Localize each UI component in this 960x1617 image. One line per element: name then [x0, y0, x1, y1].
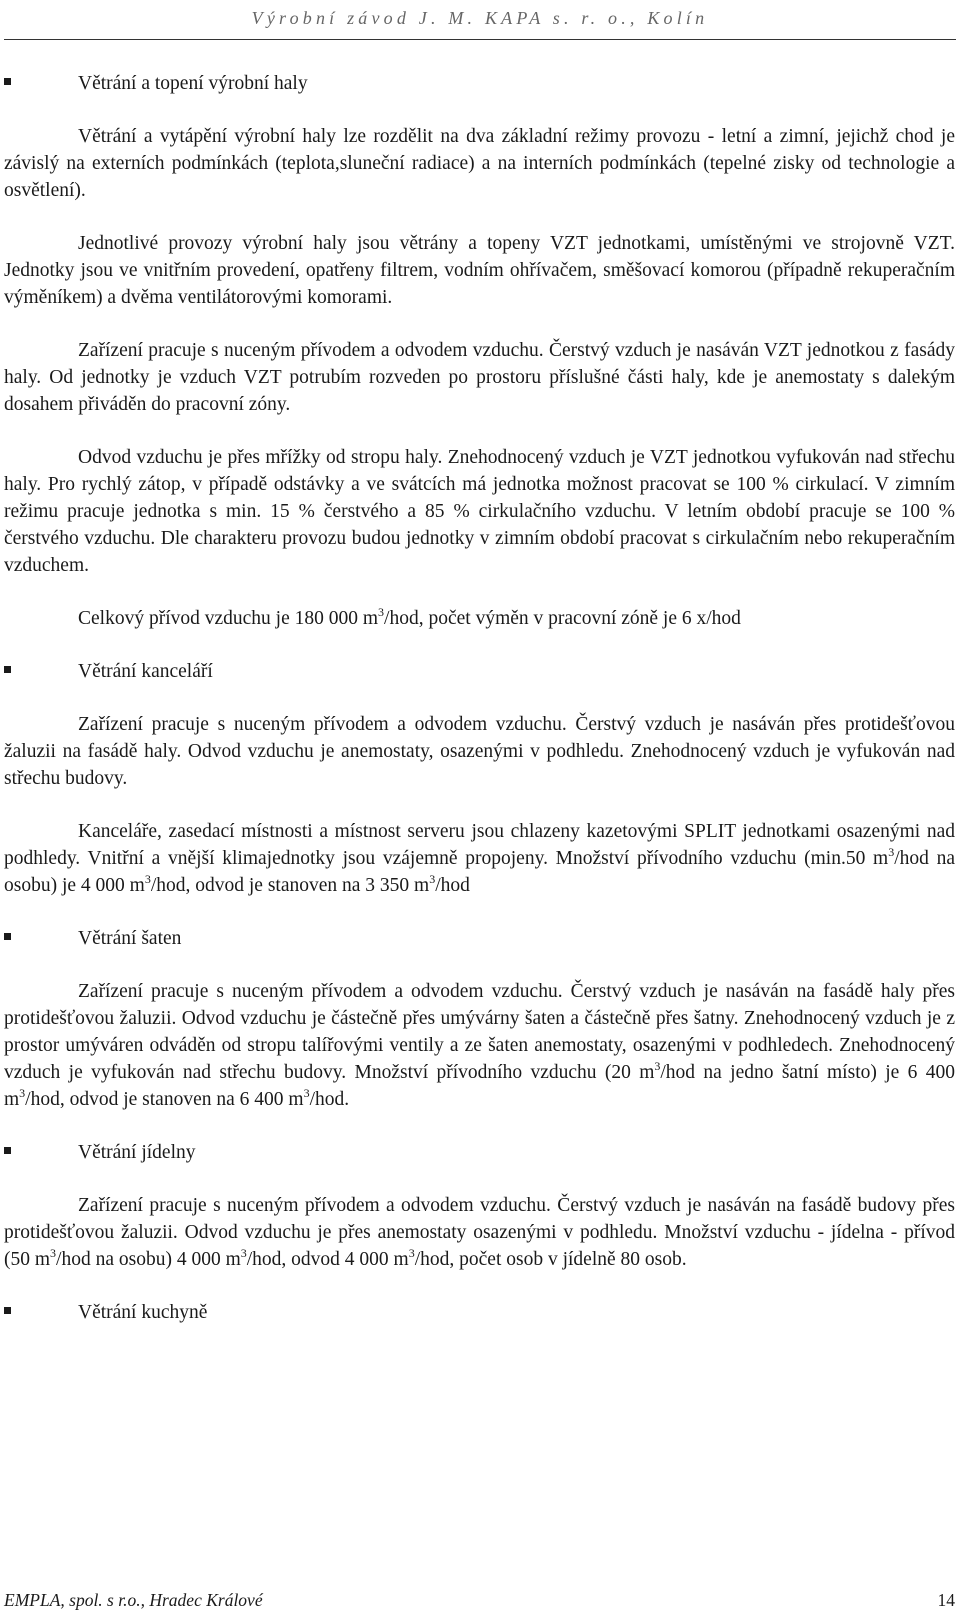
- square-bullet-icon: [4, 1307, 11, 1314]
- paragraph: Zařízení pracuje s nuceným přívodem a odvodem vzduchu. Čerstvý vzduch je nasáván VZT jednotkou z fasády haly. Od jednotky je vzduch VZT potrubím rozveden po prostoru příslušné části haly, kde je anemostaty s dalekým dosahem přiváděn do pracovní zóny.: [4, 340, 955, 415]
- paragraph: Zařízení pracuje s nuceným přívodem a odvodem vzduchu. Čerstvý vzduch je nasáván přes protidešťovou žaluzii na fasádě haly. Odvod vzduchu je anemostaty, osazenými v podhledu. Znehodnocený vzduch je vyfukován nad střechu budovy.: [4, 714, 955, 789]
- document-body: [4, 70, 955, 1326]
- square-bullet-icon: [4, 933, 11, 940]
- section-heading-jidelna: [4, 1139, 955, 1166]
- paragraph: Zařízení pracuje s nuceným přívodem a odvodem vzduchu. Čerstvý vzduch je nasáván na fasádě haly přes protidešťovou žaluzii. Odvod vzduchu je částečně přes umývárny šaten a částečně přes šatny. Znehodnocený vzduch je z prostor umýváren odváděn od stropu talířovými ventily a ze šaten anemostaty, osazenými v podhledech. Znehodnocený vzduch je vyfukován nad střechu budovy. Množství přívodního vzduchu (20 $m^3$/hod na jedno šatní místo) je 6 400 $m^3$/hod, odvod je stanoven na 6 400 $m^3$/hod.: [4, 981, 955, 1110]
- section-heading-saten: [4, 925, 955, 952]
- heading-label: Větrání kuchyně: [78, 1302, 208, 1323]
- header-rule: [4, 39, 956, 40]
- paragraph: Odvod vzduchu je přes mřížky od stropu haly. Znehodnocený vzduch je VZT jednotkou vyfukován nad střechu haly. Pro rychlý zátop, v případě odstávky a ve svátcích má jednotka možnost pracovat se 100 % cirkulací. V zimním režimu pracuje jednotka s min. 15 % čerstvého a 85 % cirkulačního vzduchu. V letním období pracuje se 100 % čerstvého vzduchu. Dle charakteru provozu budou jednotky v zimním období pracovat s cirkulačním nebo rekuperačním vzduchem.: [4, 447, 955, 576]
- section-heading-kancelare: [4, 658, 955, 685]
- heading-label: Větrání kanceláří: [78, 661, 213, 682]
- square-bullet-icon: [4, 666, 11, 673]
- paragraph: Jednotlivé provozy výrobní haly jsou větrány a topeny VZT jednotkami, umístěnými ve strojovně VZT. Jednotky jsou ve vnitřním provedení, opatřeny filtrem, vodním ohřívačem, směšovací komorou (případně rekuperačním výměníkem) a dvěma ventilátorovými komorami.: [4, 233, 955, 308]
- section-heading-kuchyne: [4, 1299, 955, 1326]
- square-bullet-icon: [4, 1147, 11, 1154]
- paragraph: Větrání a vytápění výrobní haly lze rozdělit na dva základní režimy provozu - letní a zimní, jejichž chod je závislý na externích podmínkách (teplota,sluneční radiace) a na interních podmínkách (tepelné zisky od technologie a osvětlení).: [4, 126, 955, 201]
- heading-label: Větrání a topení výrobní haly: [78, 73, 308, 94]
- section-heading-hala: [4, 70, 955, 97]
- page-header: Výrobní závod J. M. KAPA s. r. o., Kolín: [251, 8, 709, 28]
- footer-company: EMPLA, spol. s r.o., Hradec Králové: [4, 1590, 263, 1610]
- page-number: 14: [937, 1590, 955, 1610]
- heading-label: Větrání jídelny: [78, 1142, 196, 1163]
- heading-label: Větrání šaten: [78, 928, 182, 949]
- square-bullet-icon: [4, 78, 11, 85]
- paragraph: Kanceláře, zasedací místnosti a místnost serveru jsou chlazeny kazetovými SPLIT jednotkami osazenými nad podhledy. Vnitřní a vnější klimajednotky jsou vzájemně propojeny. Množství přívodního vzduchu (min.50 $m^3$/hod na osobu) je 4 000 $m^3$/hod, odvod je stanoven na 3 350 $m^3$/hod: [4, 821, 955, 896]
- paragraph-total-air: Celkový přívod vzduchu je 180 000 $m^3$/hod, počet výměn v pracovní zóně je 6 x/hod: [78, 605, 741, 629]
- paragraph: Zařízení pracuje s nuceným přívodem a odvodem vzduchu. Čerstvý vzduch je nasáván na fasádě budovy přes protidešťovou žaluzii. Odvod vzduchu je přes anemostaty osazenými v podhledu. Množství vzduchu - jídelna - přívod (50 $m^3$/hod na osobu) 4 000 $m^3$/hod, odvod 4 000 $m^3$/hod, počet osob v jídelně 80 osob.: [4, 1195, 955, 1270]
